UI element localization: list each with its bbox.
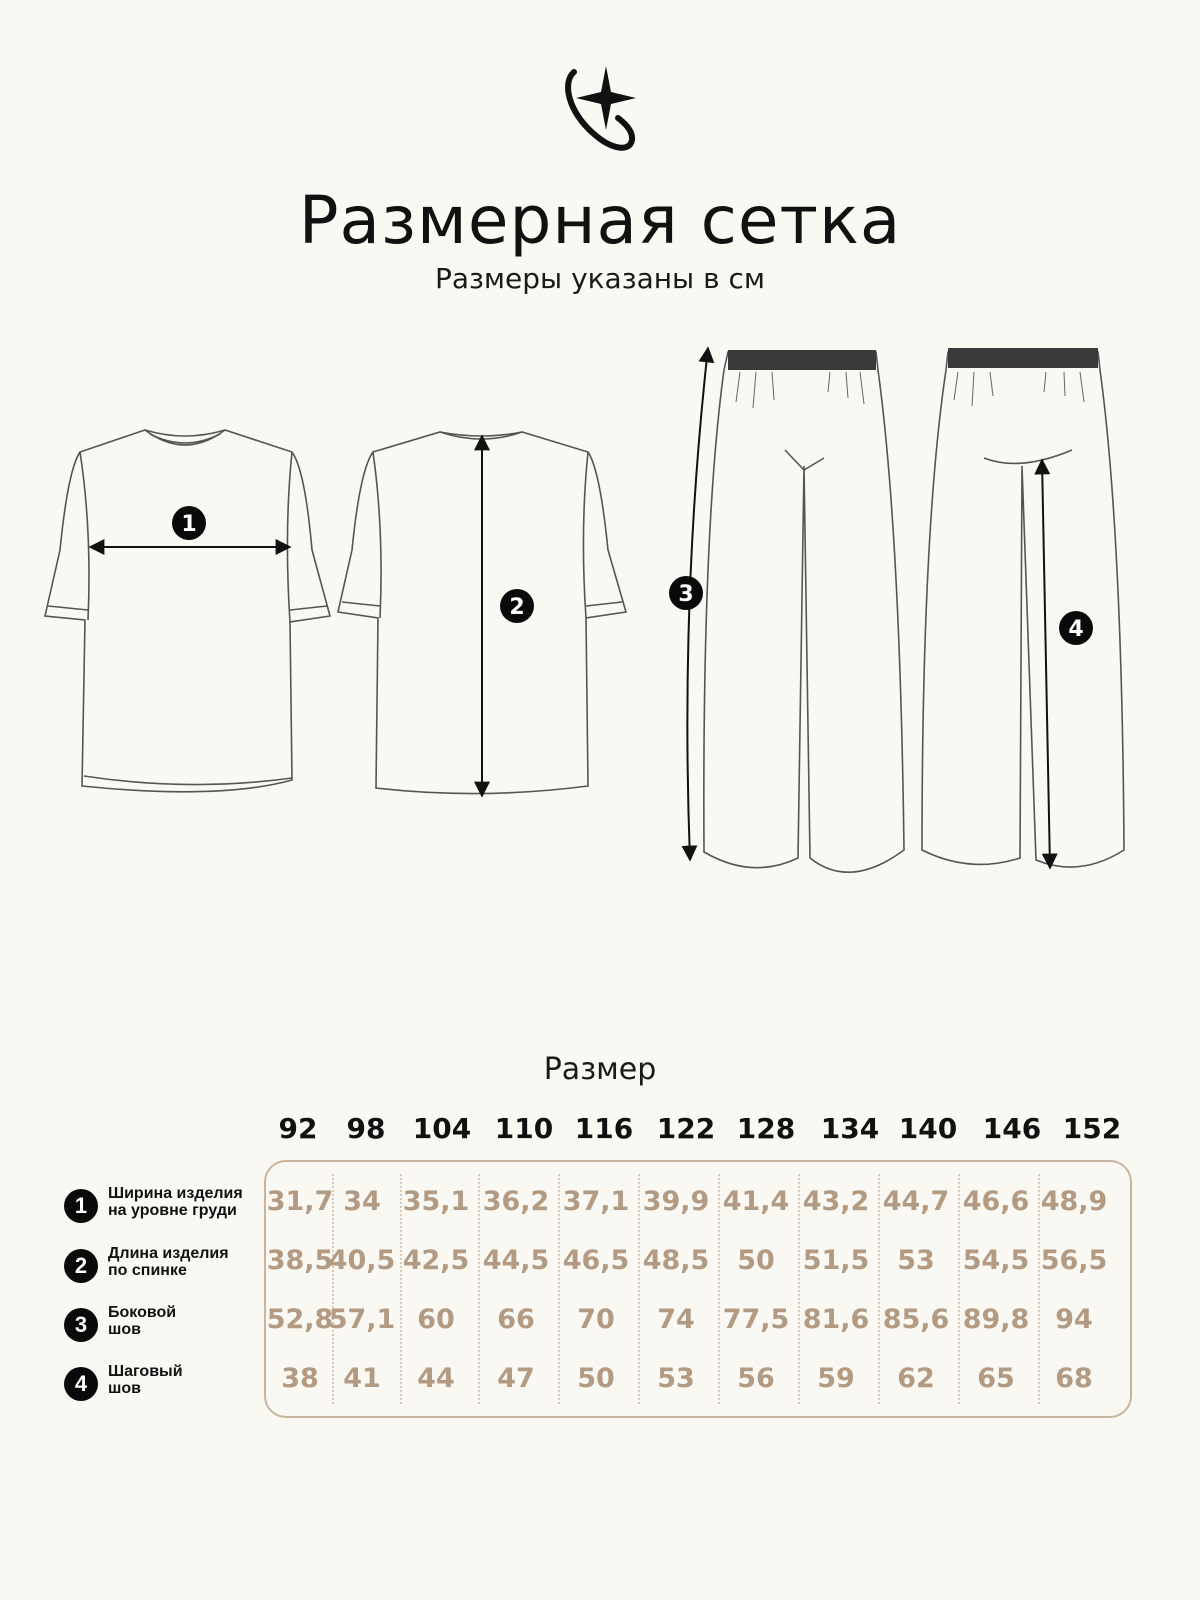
table-cell: 50 xyxy=(737,1245,775,1276)
row-label-text: Боковой шов xyxy=(108,1304,177,1338)
size-header-row xyxy=(0,1112,1200,1152)
table-cell: 42,5 xyxy=(402,1245,470,1276)
table-cell: 53 xyxy=(657,1363,695,1394)
row-label-chest-width xyxy=(64,1185,264,1229)
table-cell: 40,5 xyxy=(328,1245,396,1276)
table-cell: 57,1 xyxy=(328,1304,396,1335)
size-header: 98 xyxy=(346,1112,386,1145)
table-cell: 41 xyxy=(343,1363,381,1394)
size-header: 128 xyxy=(736,1112,796,1145)
svg-text:1: 1 xyxy=(181,512,197,537)
table-cell: 89,8 xyxy=(962,1304,1030,1335)
size-header: 104 xyxy=(412,1112,472,1145)
table-cell: 51,5 xyxy=(802,1245,870,1276)
table-cell: 39,9 xyxy=(642,1186,710,1217)
table-cell: 62 xyxy=(897,1363,935,1394)
table-cell: 53 xyxy=(897,1245,935,1276)
svg-text:3: 3 xyxy=(678,582,694,607)
table-cell: 59 xyxy=(817,1363,855,1394)
size-header: 146 xyxy=(982,1112,1042,1145)
row-label-text: Шаговый шов xyxy=(108,1363,183,1397)
star-orbit-logo-icon xyxy=(560,62,644,154)
row-number-badge: 1 xyxy=(64,1189,98,1223)
size-header: 134 xyxy=(820,1112,880,1145)
pants-back-waistband xyxy=(948,348,1098,368)
table-cell: 60 xyxy=(417,1304,455,1335)
table-cell: 36,2 xyxy=(482,1186,550,1217)
size-header: 116 xyxy=(574,1112,634,1145)
row-label-text: Длина изделия по спинке xyxy=(108,1245,229,1279)
table-cell: 35,1 xyxy=(402,1186,470,1217)
svg-text:4: 4 xyxy=(1068,617,1084,642)
table-cell: 37,1 xyxy=(562,1186,630,1217)
table-cell: 85,6 xyxy=(882,1304,950,1335)
table-cell: 41,4 xyxy=(722,1186,790,1217)
table-cell: 38 xyxy=(281,1363,319,1394)
pants-front-waistband xyxy=(728,350,876,370)
svg-text:2: 2 xyxy=(509,595,525,620)
size-header: 92 xyxy=(278,1112,318,1145)
table-cell: 44 xyxy=(417,1363,455,1394)
table-cell: 50 xyxy=(577,1363,615,1394)
table-cell: 94 xyxy=(1055,1304,1093,1335)
table-cell: 38,5 xyxy=(266,1245,334,1276)
table-cell: 65 xyxy=(977,1363,1015,1394)
table-cell: 46,6 xyxy=(962,1186,1030,1217)
table-cell: 47 xyxy=(497,1363,535,1394)
table-cell: 74 xyxy=(657,1304,695,1335)
size-header: 152 xyxy=(1062,1112,1122,1145)
marker-3 xyxy=(669,576,703,610)
row-label-back-length xyxy=(64,1245,264,1289)
table-cell: 34 xyxy=(343,1186,381,1217)
table-cell: 56 xyxy=(737,1363,775,1394)
page-subtitle: Размеры указаны в см xyxy=(435,262,765,295)
table-cell: 81,6 xyxy=(802,1304,870,1335)
row-number-badge: 4 xyxy=(64,1367,98,1401)
table-cell: 48,5 xyxy=(642,1245,710,1276)
table-cell: 70 xyxy=(577,1304,615,1335)
pants-back-outline xyxy=(922,352,1124,867)
marker-2 xyxy=(500,589,534,623)
pants-front-outline xyxy=(704,352,904,872)
row-number-badge: 2 xyxy=(64,1249,98,1283)
table-cell: 54,5 xyxy=(962,1245,1030,1276)
size-header: 110 xyxy=(494,1112,554,1145)
size-table xyxy=(264,1160,1132,1418)
row-label-side-seam xyxy=(64,1304,264,1348)
table-cell: 68 xyxy=(1055,1363,1093,1394)
marker-1 xyxy=(172,506,206,540)
page-title: Размерная сетка xyxy=(298,182,902,259)
table-cell: 77,5 xyxy=(722,1304,790,1335)
table-cell: 52,8 xyxy=(266,1304,334,1335)
size-heading: Размер xyxy=(543,1052,657,1087)
size-header: 122 xyxy=(656,1112,716,1145)
row-label-text: Ширина изделия на уровне груди xyxy=(108,1185,243,1219)
table-cell: 44,5 xyxy=(482,1245,550,1276)
row-label-inseam xyxy=(64,1363,264,1407)
size-header: 140 xyxy=(898,1112,958,1145)
table-cell: 48,9 xyxy=(1040,1186,1108,1217)
table-cell: 66 xyxy=(497,1304,535,1335)
row-number-badge: 3 xyxy=(64,1308,98,1342)
marker-4 xyxy=(1059,611,1093,645)
table-cell: 43,2 xyxy=(802,1186,870,1217)
table-cell: 56,5 xyxy=(1040,1245,1108,1276)
garment-diagrams xyxy=(0,330,1200,910)
table-cell: 31,7 xyxy=(266,1186,334,1217)
table-cell: 44,7 xyxy=(882,1186,950,1217)
table-cell: 46,5 xyxy=(562,1245,630,1276)
